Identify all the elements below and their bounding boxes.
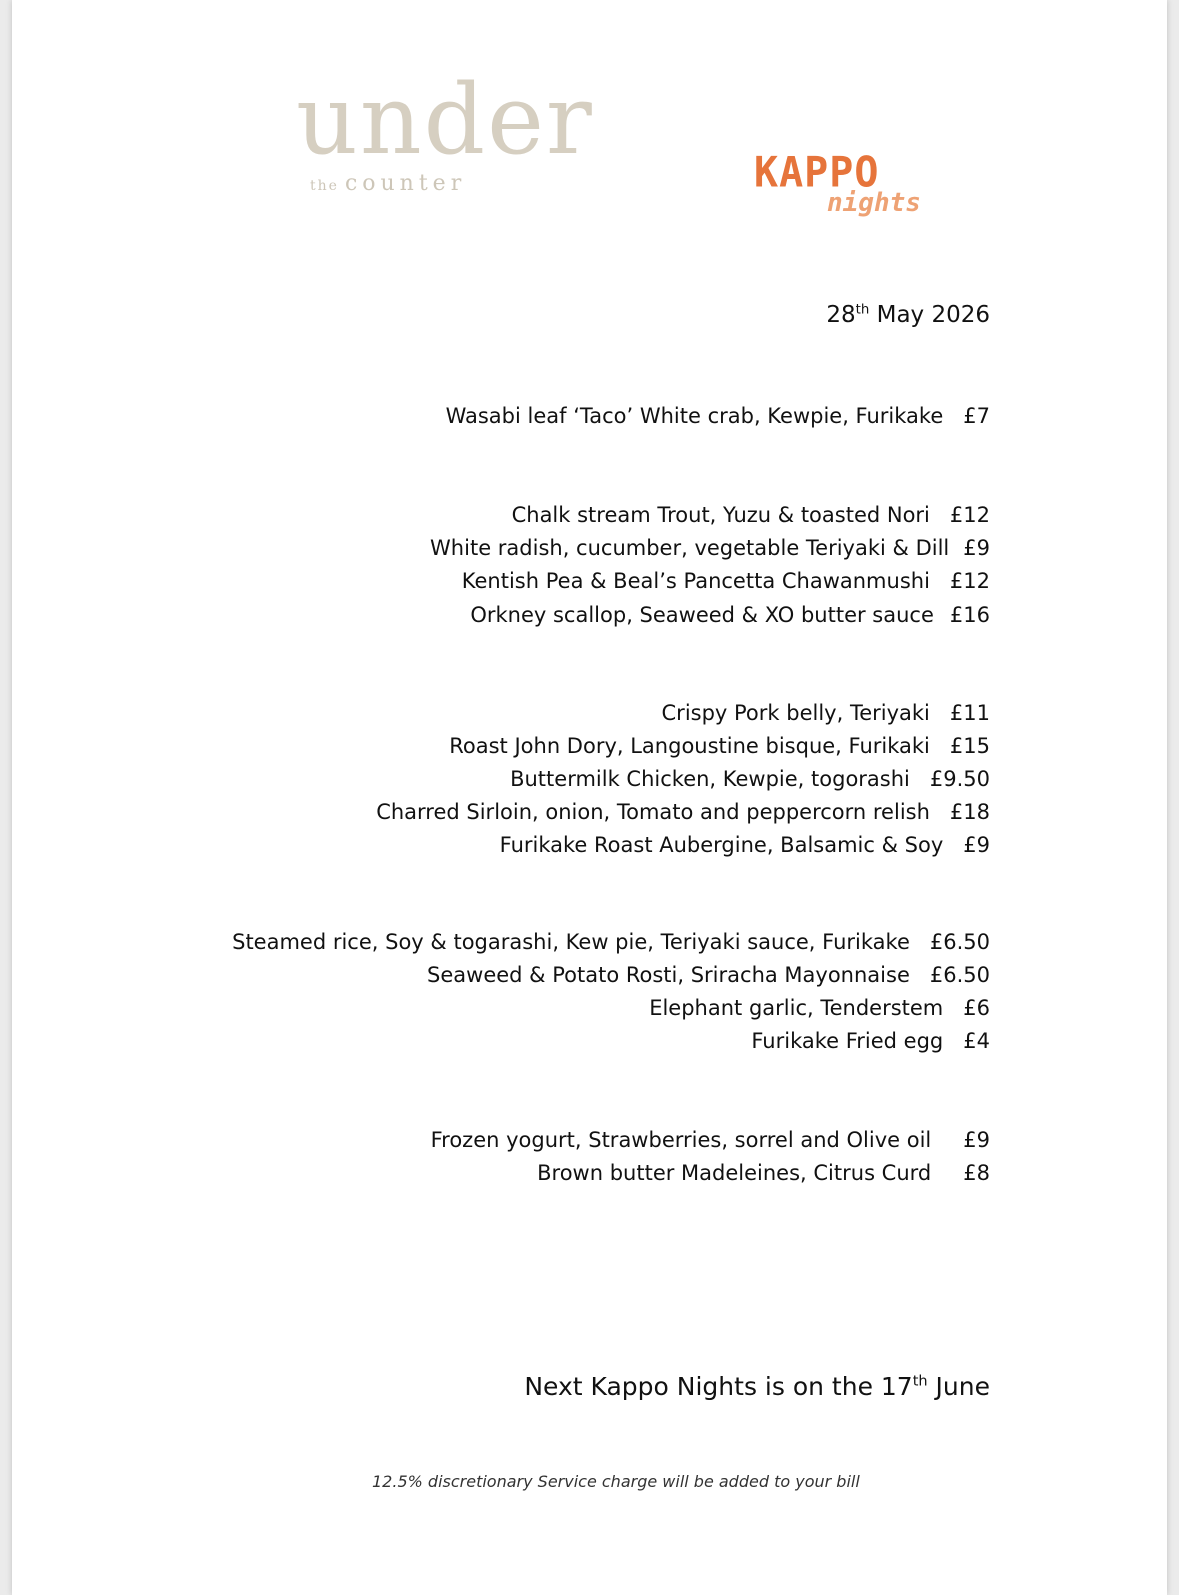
menu-item: Brown butter Madeleines, Citrus Curd £8 bbox=[537, 1161, 990, 1185]
menu-item: Steamed rice, Soy & togarashi, Kew pie, Teriyaki sauce, Furikake £6.50 bbox=[232, 930, 990, 954]
menu-item: White radish, cucumber, vegetable Teriyaki & Dill £9 bbox=[430, 536, 990, 560]
menu-item: Roast John Dory, Langoustine bisque, Furikaki £15 bbox=[449, 734, 990, 758]
service-charge-note: 12.5% discretionary Service charge will be added to your bill bbox=[372, 1472, 860, 1491]
logo-under-word: under bbox=[296, 64, 594, 176]
next-event-note: Next Kappo Nights is on the 17th June bbox=[524, 1372, 990, 1401]
logo-kappo-word: KAPPO bbox=[754, 148, 880, 198]
menu-item: Buttermilk Chicken, Kewpie, togorashi £9.50 bbox=[510, 767, 990, 791]
menu-page bbox=[12, 0, 1167, 1595]
menu-item: Wasabi leaf ‘Taco’ White crab, Kewpie, Furikake £7 bbox=[445, 404, 990, 428]
logo-nights-word: nights bbox=[827, 188, 921, 218]
menu-item: Kentish Pea & Beal’s Pancetta Chawanmushi £12 bbox=[461, 569, 990, 593]
menu-item: Orkney scallop, Seaweed & XO butter sauce £16 bbox=[470, 603, 990, 627]
menu-item: Crispy Pork belly, Teriyaki £11 bbox=[661, 701, 990, 725]
menu-item: Furikake Fried egg £4 bbox=[751, 1029, 990, 1053]
menu-item: Charred Sirloin, onion, Tomato and peppercorn relish £18 bbox=[376, 800, 990, 824]
menu-item: Furikake Roast Aubergine, Balsamic & Soy £9 bbox=[499, 833, 990, 857]
menu-item: Elephant garlic, Tenderstem £6 bbox=[649, 996, 990, 1020]
menu-item: Seaweed & Potato Rosti, Sriracha Mayonnaise £6.50 bbox=[427, 963, 990, 987]
menu-item: Frozen yogurt, Strawberries, sorrel and Olive oil £9 bbox=[430, 1128, 990, 1152]
menu-date: 28th May 2026 bbox=[826, 302, 990, 328]
menu-item: Chalk stream Trout, Yuzu & toasted Nori £12 bbox=[511, 503, 990, 527]
kappo-nights-logo bbox=[754, 148, 934, 232]
logo-the-counter: the counter bbox=[310, 171, 467, 196]
under-the-counter-logo bbox=[296, 64, 636, 202]
